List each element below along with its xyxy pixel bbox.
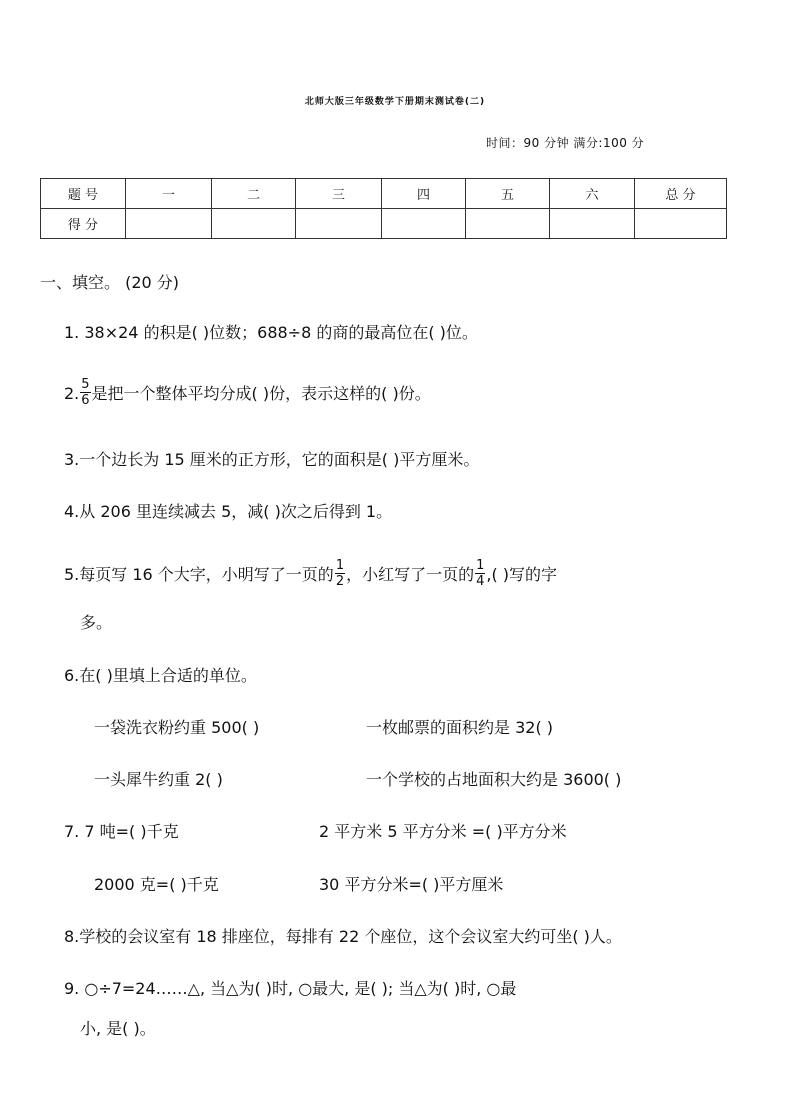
question-text: 是把一个整体平均分成( )份，表示这样的( )份。 <box>91 384 431 403</box>
score-cell[interactable] <box>212 209 296 239</box>
question-8: 8.学校的会议室有 18 排座位，每排有 22 个座位，这个会议室大约可坐( )人。 <box>64 927 622 946</box>
fraction-numerator: 1 <box>476 558 485 573</box>
score-header-cell: 三 <box>296 179 382 209</box>
section-heading: 一、填空。 (20 分) <box>40 273 180 292</box>
fraction-numerator: 5 <box>81 377 90 392</box>
question-6: 6.在( )里填上合适的单位。 <box>64 666 257 685</box>
score-row-label: 得 分 <box>41 209 126 239</box>
score-header-cell: 一 <box>126 179 212 209</box>
time-info: 时间：90 分钟 满分:100 分 <box>486 136 645 150</box>
question-text: 5.每页写 16 个大字，小明写了一页的 <box>64 565 334 584</box>
fraction-numerator: 1 <box>335 558 345 573</box>
question-4: 4.从 206 里连续减去 5，减( )次之后得到 1。 <box>64 502 393 521</box>
score-cell[interactable] <box>635 209 727 239</box>
fraction-denominator: 2 <box>335 574 345 589</box>
score-table-header-row <box>41 179 727 209</box>
question-text: ,( )写的字 <box>486 565 558 584</box>
score-cell[interactable] <box>126 209 212 239</box>
score-header-cell: 二 <box>212 179 296 209</box>
score-header-cell: 六 <box>550 179 635 209</box>
score-header-cell: 总 分 <box>635 179 727 209</box>
question-text: ，小红写了一页的 <box>346 565 475 584</box>
fraction <box>80 377 90 408</box>
fraction <box>475 558 485 589</box>
question-5 <box>64 560 557 591</box>
score-header-cell: 题 号 <box>41 179 126 209</box>
question-7-item-d: 30 平方分米=( )平方厘米 <box>319 875 504 894</box>
score-cell[interactable] <box>466 209 550 239</box>
question-6-item-d: 一个学校的占地面积大约是 3600( ) <box>366 770 622 789</box>
fraction-denominator: 4 <box>476 574 485 589</box>
question-5-continued: 多。 <box>80 613 113 632</box>
question-9-continued: 小, 是( )。 <box>80 1019 156 1038</box>
question-6-item-a: 一袋洗衣粉约重 500( ) <box>94 718 260 737</box>
fraction-denominator: 6 <box>81 393 90 408</box>
fraction <box>335 558 345 589</box>
score-header-cell: 五 <box>466 179 550 209</box>
score-header-cell: 四 <box>382 179 466 209</box>
question-3: 3.一个边长为 15 厘米的正方形，它的面积是( )平方厘米。 <box>64 450 480 469</box>
score-table <box>40 178 727 239</box>
question-1: 1. 38×24 的积是( )位数；688÷8 的商的最高位在( )位。 <box>64 323 478 342</box>
score-cell[interactable] <box>296 209 382 239</box>
question-9: 9. ○÷7=24……△, 当△为( )时, ○最大, 是( ); 当△为( )时, ○最 <box>64 979 517 998</box>
score-table-score-row <box>41 209 727 239</box>
question-7-item-b: 2 平方米 5 平方分米 =( )平方分米 <box>319 822 567 841</box>
score-cell[interactable] <box>550 209 635 239</box>
question-6-item-b: 一枚邮票的面积约是 32( ) <box>366 718 554 737</box>
score-cell[interactable] <box>382 209 466 239</box>
question-2 <box>64 379 431 410</box>
page-title: 北师大版三年级数学下册期末测试卷(二) <box>304 97 486 107</box>
question-6-item-c: 一头犀牛约重 2( ) <box>94 770 223 789</box>
question-7-item-c: 2000 克=( )千克 <box>94 875 219 894</box>
question-number: 2. <box>64 384 80 403</box>
question-7-item-a: 7. 7 吨=( )千克 <box>64 822 179 841</box>
